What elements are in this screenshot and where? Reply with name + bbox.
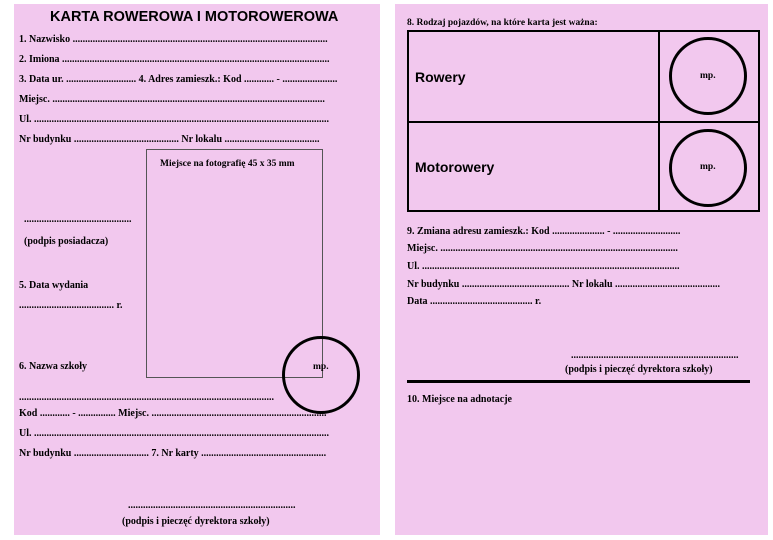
- first-names-field: 2. Imiona ...........................................................................................................: [19, 54, 330, 65]
- school-street-field: Ul. ......................................................................................................................: [19, 428, 329, 439]
- bicycles-label: Rowery: [415, 69, 466, 85]
- vehicle-types-table: [407, 30, 760, 212]
- card-back-page: [395, 4, 768, 535]
- card-front-page: [14, 4, 380, 535]
- stamp-label-mopeds: mp.: [700, 162, 716, 172]
- issue-date-line: ...................................... r.: [19, 300, 123, 311]
- new-street-field: Ul. .......................................................................................................: [407, 261, 680, 272]
- school-postcode-city-field: Kod ............ - ............... Miejsc. ......................................................................: [19, 408, 327, 419]
- holder-signature-label: (podpis posiadacza): [24, 236, 109, 247]
- card-title: KARTA ROWEROWA I MOTOROWEROWA: [50, 9, 339, 25]
- building-number-field: Nr budynku .......................................... Nr lokalu ......................................: [19, 134, 320, 145]
- school-building-card-number-field: Nr budynku .............................. 7. Nr karty ..................................................: [19, 448, 327, 459]
- school-name-line: ......................................................................................................: [19, 392, 274, 403]
- director-signature-label-back: (podpis i pieczęć dyrektora szkoły): [565, 364, 713, 375]
- change-date-field: Data ......................................... r.: [407, 296, 542, 307]
- school-name-label: 6. Nazwa szkoły: [19, 361, 88, 372]
- table-row-divider: [409, 121, 758, 123]
- holder-signature-line: ...........................................: [24, 214, 132, 225]
- birthdate-address-field: 3. Data ur. ............................ 4. Adres zamieszk.: Kod ............ - ......................: [19, 74, 338, 85]
- address-change-field: 9. Zmiana adresu zamieszk.: Kod ..................... - ...........................: [407, 226, 681, 237]
- stamp-label-bicycles: mp.: [700, 71, 716, 81]
- director-signature-line-back: ...................................................................: [571, 350, 739, 361]
- annotations-label: 10. Miejsce na adnotacje: [407, 394, 512, 405]
- surname-field: 1. Nazwisko ......................................................................................................: [19, 34, 328, 45]
- mopeds-label: Motorowery: [415, 159, 495, 175]
- director-signature-label: (podpis i pieczęć dyrektora szkoły): [122, 516, 270, 527]
- street-field: Ul. ......................................................................................................................: [19, 114, 329, 125]
- issue-date-label: 5. Data wydania: [19, 280, 89, 291]
- section-divider: [407, 380, 750, 383]
- table-column-divider: [658, 32, 660, 210]
- director-signature-line: ...................................................................: [128, 500, 296, 511]
- new-city-field: Miejsc. ...............................................................................................: [407, 243, 678, 254]
- photo-label: Miejsce na fotografię 45 x 35 mm: [160, 159, 295, 169]
- stamp-circle: [282, 336, 360, 414]
- city-field: Miejsc. .............................................................................................................: [19, 94, 325, 105]
- new-building-number-field: Nr budynku ........................................... Nr lokalu ..........................................: [407, 279, 721, 290]
- vehicle-types-heading: 8. Rodzaj pojazdów, na które karta jest ważna:: [407, 18, 598, 28]
- stamp-label: mp.: [313, 362, 329, 372]
